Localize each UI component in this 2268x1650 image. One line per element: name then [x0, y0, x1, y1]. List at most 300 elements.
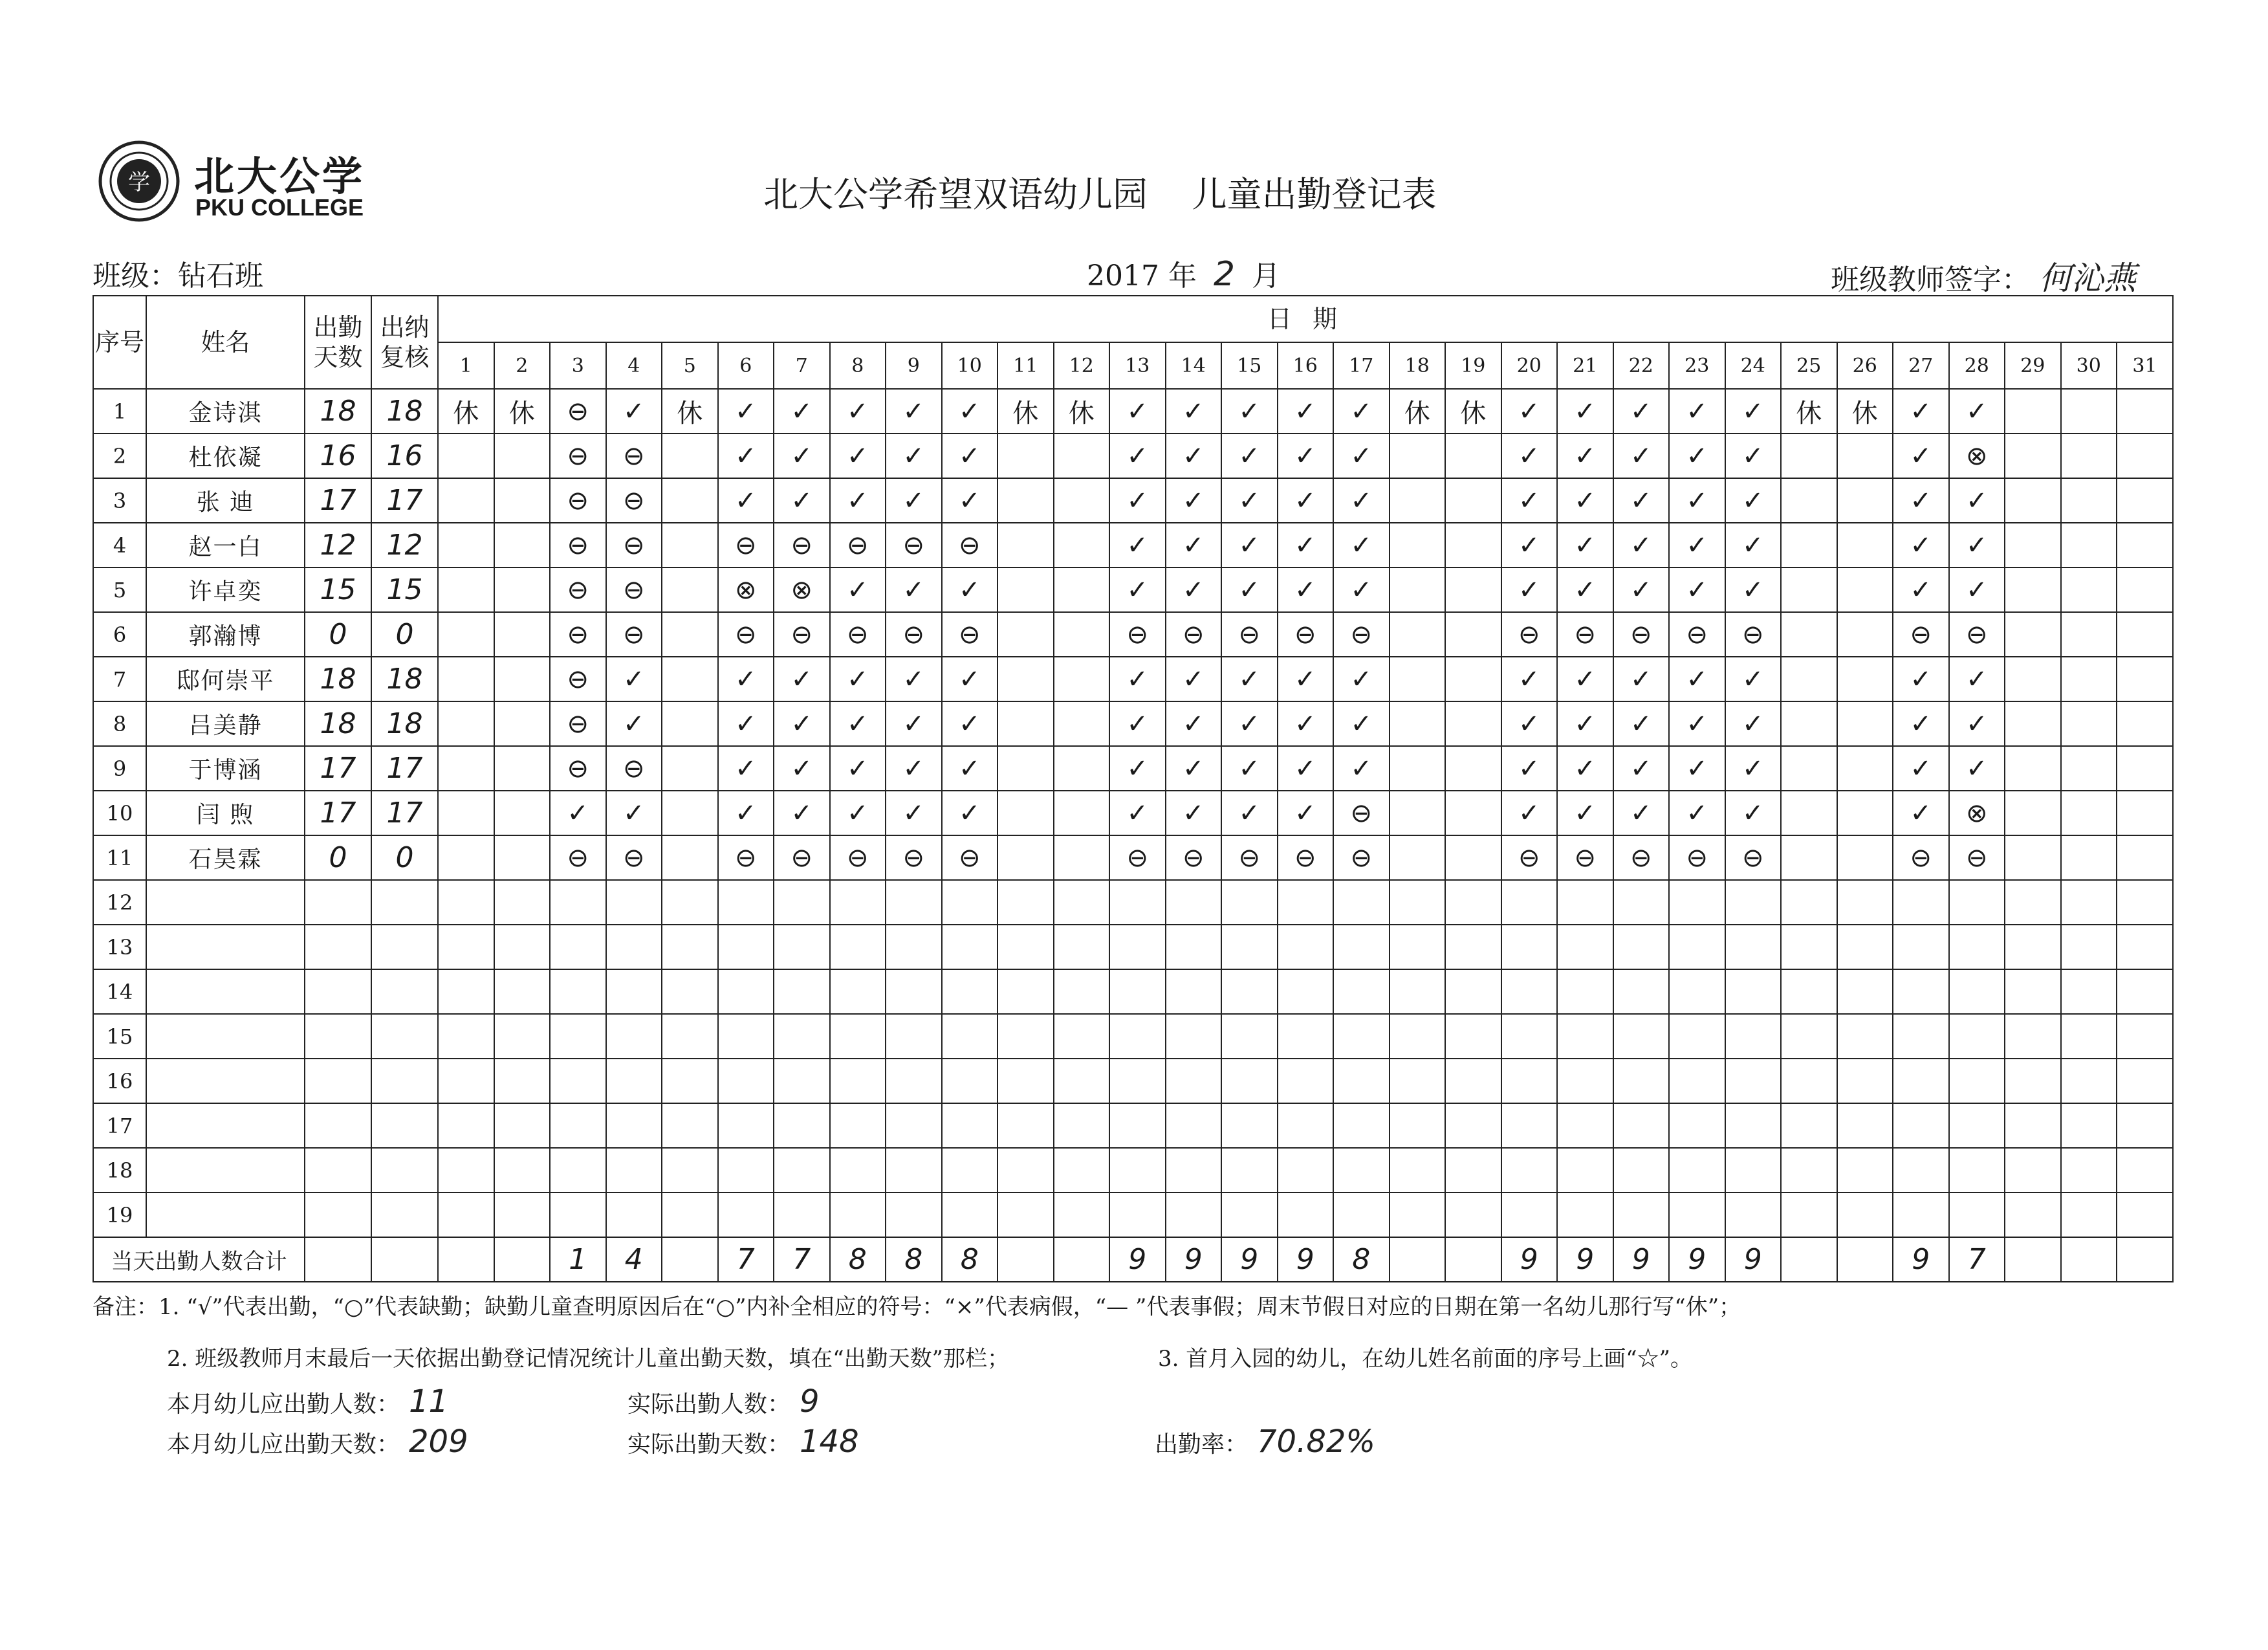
teacher-label: 班级教师签字：: [1831, 263, 2030, 296]
attendance-mark-cell: ✓: [1613, 746, 1670, 791]
attendance-table: [93, 295, 2174, 1282]
attendance-mark-cell: ⊖: [550, 567, 606, 612]
attendance-mark-cell: ⊖: [1949, 835, 2005, 880]
attendance-days-cell: 17: [305, 791, 371, 835]
attendance-mark-cell: [1949, 1103, 2005, 1148]
attendance-mark-cell: [1501, 1193, 1558, 1237]
attendance-mark-cell: ✓: [606, 701, 662, 746]
attendance-mark-cell: [1501, 925, 1558, 969]
student-name-cell: 许卓奕: [146, 567, 305, 612]
attendance-mark-cell: ✓: [1166, 523, 1222, 567]
attendance-mark-cell: [1837, 478, 1893, 523]
attendance-mark-cell: [718, 925, 774, 969]
attendance-mark-cell: [1725, 1148, 1782, 1193]
attendance-mark-cell: [494, 701, 551, 746]
student-name-cell: 赵一白: [146, 523, 305, 567]
student-name-cell: [146, 1148, 305, 1193]
attendance-mark-cell: [1333, 1103, 1390, 1148]
attendance-mark-cell: [1390, 567, 1446, 612]
attendance-mark-cell: ✓: [942, 746, 998, 791]
attendance-days-cell: 15: [305, 567, 371, 612]
attendance-mark-cell: [1837, 1103, 1893, 1148]
student-no-cell: 14: [93, 969, 146, 1014]
attendance-mark-cell: ✓: [1109, 701, 1166, 746]
attendance-days-cell: 18: [305, 657, 371, 701]
student-row: [93, 434, 2173, 478]
rate-value: 70.82%: [1257, 1424, 1376, 1460]
attendance-mark-cell: [1893, 1059, 1949, 1103]
day-header-cell: 8: [830, 342, 886, 389]
attendance-mark-cell: [718, 1193, 774, 1237]
attendance-mark-cell: ✓: [718, 657, 774, 701]
attendance-mark-cell: [942, 1193, 998, 1237]
attendance-mark-cell: [1725, 880, 1782, 925]
attendance-mark-cell: [2061, 969, 2117, 1014]
attendance-mark-cell: ✓: [1613, 567, 1670, 612]
attendance-mark-cell: [494, 1014, 551, 1059]
attendance-mark-cell: ✓: [1333, 701, 1390, 746]
attendance-mark-cell: ✓: [1893, 434, 1949, 478]
attendance-mark-cell: ✓: [1669, 791, 1725, 835]
attendance-mark-cell: ✓: [1166, 701, 1222, 746]
attendance-mark-cell: [662, 567, 718, 612]
attendance-mark-cell: ✓: [1893, 389, 1949, 434]
attendance-mark-cell: [2117, 746, 2173, 791]
attendance-mark-cell: [830, 969, 886, 1014]
attendance-mark-cell: [2005, 434, 2061, 478]
attendance-mark-cell: [886, 969, 942, 1014]
attendance-mark-cell: [1445, 791, 1501, 835]
attendance-mark-cell: [1390, 701, 1446, 746]
student-no-cell: 6: [93, 612, 146, 657]
day-header-cell: 14: [1166, 342, 1222, 389]
month-unit: 月: [1252, 259, 1281, 292]
attendance-mark-cell: [1054, 478, 1110, 523]
attendance-mark-cell: ✓: [1501, 567, 1558, 612]
student-name-cell: 郭瀚博: [146, 612, 305, 657]
student-row: [93, 523, 2173, 567]
attendance-mark-cell: [774, 1014, 830, 1059]
student-name-cell: [146, 1193, 305, 1237]
attendance-mark-cell: [438, 925, 494, 969]
attendance-mark-cell: [1221, 1014, 1278, 1059]
attendance-mark-cell: [1390, 612, 1446, 657]
attendance-mark-cell: [1725, 969, 1782, 1014]
actual-days-label: 实际出勤天数：: [627, 1431, 791, 1458]
attendance-mark-cell: ⊖: [1949, 612, 2005, 657]
attendance-mark-cell: [1837, 434, 1893, 478]
attendance-mark-cell: ✓: [1613, 657, 1670, 701]
day-header-cell: 22: [1613, 342, 1670, 389]
attendance-mark-cell: ⊖: [1333, 612, 1390, 657]
attendance-mark-cell: [1837, 612, 1893, 657]
attendance-mark-cell: ⊖: [830, 612, 886, 657]
attendance-mark-cell: [606, 969, 662, 1014]
note-line-2b: 3. 首月入园的幼儿，在幼儿姓名前面的序号上画“☆”。: [1158, 1346, 1693, 1372]
day-header-cell: 17: [1333, 342, 1390, 389]
attendance-mark-cell: [2117, 880, 2173, 925]
attendance-mark-cell: [1501, 1103, 1558, 1148]
attendance-mark-cell: [2117, 701, 2173, 746]
attendance-mark-cell: [2005, 1148, 2061, 1193]
attendance-mark-cell: ✓: [1221, 567, 1278, 612]
attendance-mark-cell: [1725, 1103, 1782, 1148]
attendance-mark-cell: [662, 1148, 718, 1193]
attendance-mark-cell: ✓: [1166, 478, 1222, 523]
day-header-cell: 7: [774, 342, 830, 389]
attendance-mark-cell: ✓: [830, 389, 886, 434]
attendance-mark-cell: [998, 478, 1054, 523]
attendance-mark-cell: ✓: [606, 389, 662, 434]
attendance-mark-cell: [1781, 835, 1837, 880]
student-name-cell: [146, 1059, 305, 1103]
attendance-mark-cell: ⊖: [550, 523, 606, 567]
daily-total-cell: [494, 1237, 551, 1282]
review-days-cell: [371, 1059, 438, 1103]
attendance-mark-cell: ⊖: [1557, 612, 1613, 657]
attendance-mark-cell: [550, 925, 606, 969]
attendance-mark-cell: [1333, 880, 1390, 925]
attendance-mark-cell: ⊖: [830, 523, 886, 567]
student-row: [93, 925, 2173, 969]
attendance-mark-cell: [1390, 1193, 1446, 1237]
student-row: [93, 746, 2173, 791]
attendance-mark-cell: ✓: [1333, 746, 1390, 791]
attendance-mark-cell: [998, 1014, 1054, 1059]
student-name-cell: 杜依凝: [146, 434, 305, 478]
attendance-mark-cell: ✓: [1669, 746, 1725, 791]
attendance-mark-cell: [438, 657, 494, 701]
attendance-mark-cell: [1278, 1059, 1334, 1103]
attendance-mark-cell: [1390, 791, 1446, 835]
attendance-mark-cell: [1054, 1148, 1110, 1193]
attendance-mark-cell: ✓: [1893, 523, 1949, 567]
attendance-mark-cell: [998, 657, 1054, 701]
attendance-mark-cell: ⊖: [1109, 612, 1166, 657]
review-days-cell: 0: [371, 612, 438, 657]
daily-total-cell: [2005, 1237, 2061, 1282]
rate-label: 出勤率：: [1155, 1431, 1248, 1458]
attendance-mark-cell: [942, 1014, 998, 1059]
attendance-mark-cell: [2005, 567, 2061, 612]
attendance-mark-cell: ✓: [1501, 389, 1558, 434]
attendance-mark-cell: ✓: [1501, 478, 1558, 523]
attendance-mark-cell: ✓: [830, 791, 886, 835]
attendance-mark-cell: ⊖: [886, 835, 942, 880]
attendance-mark-cell: [1893, 969, 1949, 1014]
header-name: 姓名: [146, 296, 305, 389]
header-date: 日 期: [438, 296, 2173, 342]
review-days-cell: [371, 969, 438, 1014]
school-logo: [97, 139, 395, 226]
attendance-mark-cell: ✓: [1893, 746, 1949, 791]
class-label: 班级：钻石班: [93, 259, 263, 292]
attendance-mark-cell: ✓: [830, 478, 886, 523]
attendance-mark-cell: ⊖: [550, 835, 606, 880]
day-header-cell: 10: [942, 342, 998, 389]
attendance-mark-cell: [1390, 969, 1446, 1014]
attendance-mark-cell: [2005, 791, 2061, 835]
attendance-mark-cell: [662, 1014, 718, 1059]
attendance-mark-cell: [1613, 1148, 1670, 1193]
attendance-mark-cell: ⊖: [942, 612, 998, 657]
attendance-mark-cell: [2005, 657, 2061, 701]
attendance-mark-cell: [1109, 880, 1166, 925]
attendance-mark-cell: [2061, 612, 2117, 657]
attendance-mark-cell: [1781, 1059, 1837, 1103]
attendance-mark-cell: ✓: [1557, 567, 1613, 612]
attendance-mark-cell: [1109, 1014, 1166, 1059]
attendance-mark-cell: [2061, 835, 2117, 880]
review-days-cell: [371, 1148, 438, 1193]
attendance-mark-cell: [1613, 880, 1670, 925]
attendance-mark-cell: 休: [1445, 389, 1501, 434]
day-header-cell: 27: [1893, 342, 1949, 389]
attendance-mark-cell: [2005, 835, 2061, 880]
attendance-mark-cell: [2117, 478, 2173, 523]
attendance-mark-cell: ⊖: [886, 523, 942, 567]
attendance-mark-cell: [1669, 969, 1725, 1014]
attendance-mark-cell: [606, 880, 662, 925]
student-no-cell: 9: [93, 746, 146, 791]
attendance-mark-cell: ✓: [1278, 657, 1334, 701]
attendance-mark-cell: [1669, 1014, 1725, 1059]
attendance-mark-cell: ✓: [886, 746, 942, 791]
student-row: [93, 1059, 2173, 1103]
attendance-mark-cell: [1445, 1193, 1501, 1237]
attendance-mark-cell: [774, 969, 830, 1014]
attendance-mark-cell: [1725, 1193, 1782, 1237]
attendance-mark-cell: ⊗: [718, 567, 774, 612]
attendance-mark-cell: ✓: [774, 389, 830, 434]
attendance-days-cell: 18: [305, 389, 371, 434]
attendance-mark-cell: ✓: [1557, 791, 1613, 835]
attendance-mark-cell: [662, 1103, 718, 1148]
attendance-mark-cell: [1781, 1193, 1837, 1237]
attendance-mark-cell: [1390, 1014, 1446, 1059]
student-row: [93, 1014, 2173, 1059]
attendance-mark-cell: [550, 1014, 606, 1059]
attendance-mark-cell: [998, 434, 1054, 478]
attendance-mark-cell: ✓: [1725, 567, 1782, 612]
attendance-mark-cell: [886, 1193, 942, 1237]
student-no-cell: 12: [93, 880, 146, 925]
attendance-mark-cell: [1221, 1193, 1278, 1237]
attendance-mark-cell: [662, 1059, 718, 1103]
attendance-mark-cell: [1893, 925, 1949, 969]
attendance-mark-cell: [1390, 657, 1446, 701]
attendance-mark-cell: [1613, 1193, 1670, 1237]
review-days-cell: 17: [371, 478, 438, 523]
month-value: 2: [1213, 255, 1236, 294]
attendance-mark-cell: [1501, 1059, 1558, 1103]
attendance-mark-cell: [1781, 612, 1837, 657]
attendance-mark-cell: [1725, 1059, 1782, 1103]
attendance-mark-cell: ✓: [942, 389, 998, 434]
attendance-mark-cell: [2061, 880, 2117, 925]
daily-total-cell: [1837, 1237, 1893, 1282]
attendance-mark-cell: [1278, 1148, 1334, 1193]
attendance-mark-cell: [2061, 701, 2117, 746]
attendance-mark-cell: [942, 1103, 998, 1148]
attendance-mark-cell: [2005, 701, 2061, 746]
attendance-mark-cell: [1390, 523, 1446, 567]
attendance-mark-cell: [1949, 880, 2005, 925]
attendance-mark-cell: [774, 1193, 830, 1237]
attendance-mark-cell: ⊖: [1278, 835, 1334, 880]
attendance-mark-cell: [550, 1103, 606, 1148]
attendance-days-cell: [305, 1014, 371, 1059]
attendance-mark-cell: [1949, 1148, 2005, 1193]
attendance-mark-cell: [886, 880, 942, 925]
attendance-mark-cell: [830, 1148, 886, 1193]
attendance-days-cell: [305, 1103, 371, 1148]
student-name-cell: 吕美静: [146, 701, 305, 746]
attendance-mark-cell: [2005, 969, 2061, 1014]
attendance-mark-cell: [2005, 612, 2061, 657]
attendance-mark-cell: ✓: [1278, 523, 1334, 567]
attendance-mark-cell: ✓: [1221, 746, 1278, 791]
student-no-cell: 16: [93, 1059, 146, 1103]
attendance-mark-cell: [718, 1103, 774, 1148]
attendance-mark-cell: [1837, 1148, 1893, 1193]
attendance-mark-cell: ✓: [1109, 389, 1166, 434]
attendance-mark-cell: ✓: [1333, 478, 1390, 523]
attendance-mark-cell: [494, 612, 551, 657]
attendance-mark-cell: [718, 1148, 774, 1193]
attendance-mark-cell: [662, 478, 718, 523]
attendance-mark-cell: [1109, 1059, 1166, 1103]
attendance-mark-cell: [1333, 1059, 1390, 1103]
attendance-mark-cell: ✓: [1501, 657, 1558, 701]
day-header-cell: 4: [606, 342, 662, 389]
attendance-days-cell: 17: [305, 746, 371, 791]
attendance-mark-cell: [2061, 1014, 2117, 1059]
attendance-mark-cell: [662, 523, 718, 567]
student-no-cell: 17: [93, 1103, 146, 1148]
attendance-mark-cell: [1333, 1193, 1390, 1237]
attendance-mark-cell: [2005, 1014, 2061, 1059]
attendance-mark-cell: [2117, 1193, 2173, 1237]
attendance-mark-cell: [1333, 969, 1390, 1014]
attendance-mark-cell: [438, 701, 494, 746]
review-days-cell: 18: [371, 389, 438, 434]
attendance-mark-cell: [1166, 969, 1222, 1014]
student-no-cell: 1: [93, 389, 146, 434]
attendance-mark-cell: [1166, 1103, 1222, 1148]
attendance-mark-cell: [1949, 925, 2005, 969]
header-days: 出勤天数: [305, 296, 371, 389]
logo-en-text: PKU COLLEGE: [195, 194, 364, 221]
attendance-mark-cell: ✓: [1166, 746, 1222, 791]
attendance-mark-cell: ⊖: [830, 835, 886, 880]
student-no-cell: 4: [93, 523, 146, 567]
attendance-mark-cell: ✓: [1333, 389, 1390, 434]
attendance-mark-cell: [494, 434, 551, 478]
attendance-mark-cell: [662, 969, 718, 1014]
attendance-mark-cell: [1613, 1014, 1670, 1059]
attendance-mark-cell: [494, 969, 551, 1014]
attendance-mark-cell: ✓: [1725, 791, 1782, 835]
rate-stat: [1155, 1424, 1375, 1460]
attendance-mark-cell: ✓: [1613, 701, 1670, 746]
attendance-mark-cell: 休: [494, 389, 551, 434]
attendance-mark-cell: ✓: [1669, 389, 1725, 434]
attendance-mark-cell: ✓: [886, 389, 942, 434]
attendance-mark-cell: [1445, 1148, 1501, 1193]
attendance-mark-cell: [998, 835, 1054, 880]
attendance-mark-cell: [942, 925, 998, 969]
attendance-mark-cell: ⊖: [1221, 835, 1278, 880]
attendance-mark-cell: [606, 1059, 662, 1103]
attendance-mark-cell: [2061, 657, 2117, 701]
attendance-mark-cell: ✓: [1949, 478, 2005, 523]
attendance-mark-cell: [2117, 612, 2173, 657]
attendance-mark-cell: [2117, 567, 2173, 612]
attendance-mark-cell: ✓: [774, 657, 830, 701]
attendance-mark-cell: [1557, 1148, 1613, 1193]
attendance-mark-cell: [1054, 1103, 1110, 1148]
attendance-mark-cell: ✓: [1613, 791, 1670, 835]
attendance-mark-cell: ✓: [1166, 791, 1222, 835]
actual-children-value: 9: [800, 1383, 820, 1420]
attendance-mark-cell: ✓: [830, 701, 886, 746]
attendance-mark-cell: [718, 1014, 774, 1059]
daily-total-blank-cell: [305, 1237, 371, 1282]
attendance-mark-cell: ✓: [1949, 567, 2005, 612]
daily-total-cell: 7: [774, 1237, 830, 1282]
attendance-mark-cell: ✓: [886, 701, 942, 746]
daily-total-cell: [662, 1237, 718, 1282]
day-header-cell: 16: [1278, 342, 1334, 389]
attendance-mark-cell: [1390, 925, 1446, 969]
attendance-mark-cell: ✓: [942, 478, 998, 523]
attendance-mark-cell: ⊖: [550, 612, 606, 657]
student-name-cell: [146, 969, 305, 1014]
attendance-mark-cell: [1949, 1193, 2005, 1237]
attendance-mark-cell: [2005, 1059, 2061, 1103]
header-row: [93, 296, 2173, 342]
attendance-mark-cell: [1837, 791, 1893, 835]
attendance-mark-cell: ✓: [942, 657, 998, 701]
review-days-cell: 12: [371, 523, 438, 567]
attendance-mark-cell: [1445, 1059, 1501, 1103]
attendance-mark-cell: [1390, 746, 1446, 791]
attendance-mark-cell: ✓: [830, 657, 886, 701]
attendance-mark-cell: [2005, 746, 2061, 791]
review-days-cell: 0: [371, 835, 438, 880]
attendance-mark-cell: [1054, 701, 1110, 746]
attendance-mark-cell: [2061, 389, 2117, 434]
expected-children-label: 本月幼儿应出勤人数：: [167, 1391, 400, 1418]
attendance-mark-cell: ✓: [1725, 657, 1782, 701]
attendance-mark-cell: [1109, 925, 1166, 969]
attendance-mark-cell: ✓: [1669, 434, 1725, 478]
student-row: [93, 1193, 2173, 1237]
attendance-days-cell: [305, 1148, 371, 1193]
attendance-mark-cell: [438, 478, 494, 523]
day-header-cell: 19: [1445, 342, 1501, 389]
attendance-mark-cell: [1054, 1059, 1110, 1103]
attendance-mark-cell: [998, 567, 1054, 612]
day-header-cell: 31: [2117, 342, 2173, 389]
attendance-mark-cell: [942, 1148, 998, 1193]
attendance-mark-cell: [998, 1148, 1054, 1193]
attendance-mark-cell: [1445, 657, 1501, 701]
attendance-mark-cell: ✓: [1893, 657, 1949, 701]
student-no-cell: 5: [93, 567, 146, 612]
actual-children-label: 实际出勤人数：: [627, 1391, 791, 1418]
